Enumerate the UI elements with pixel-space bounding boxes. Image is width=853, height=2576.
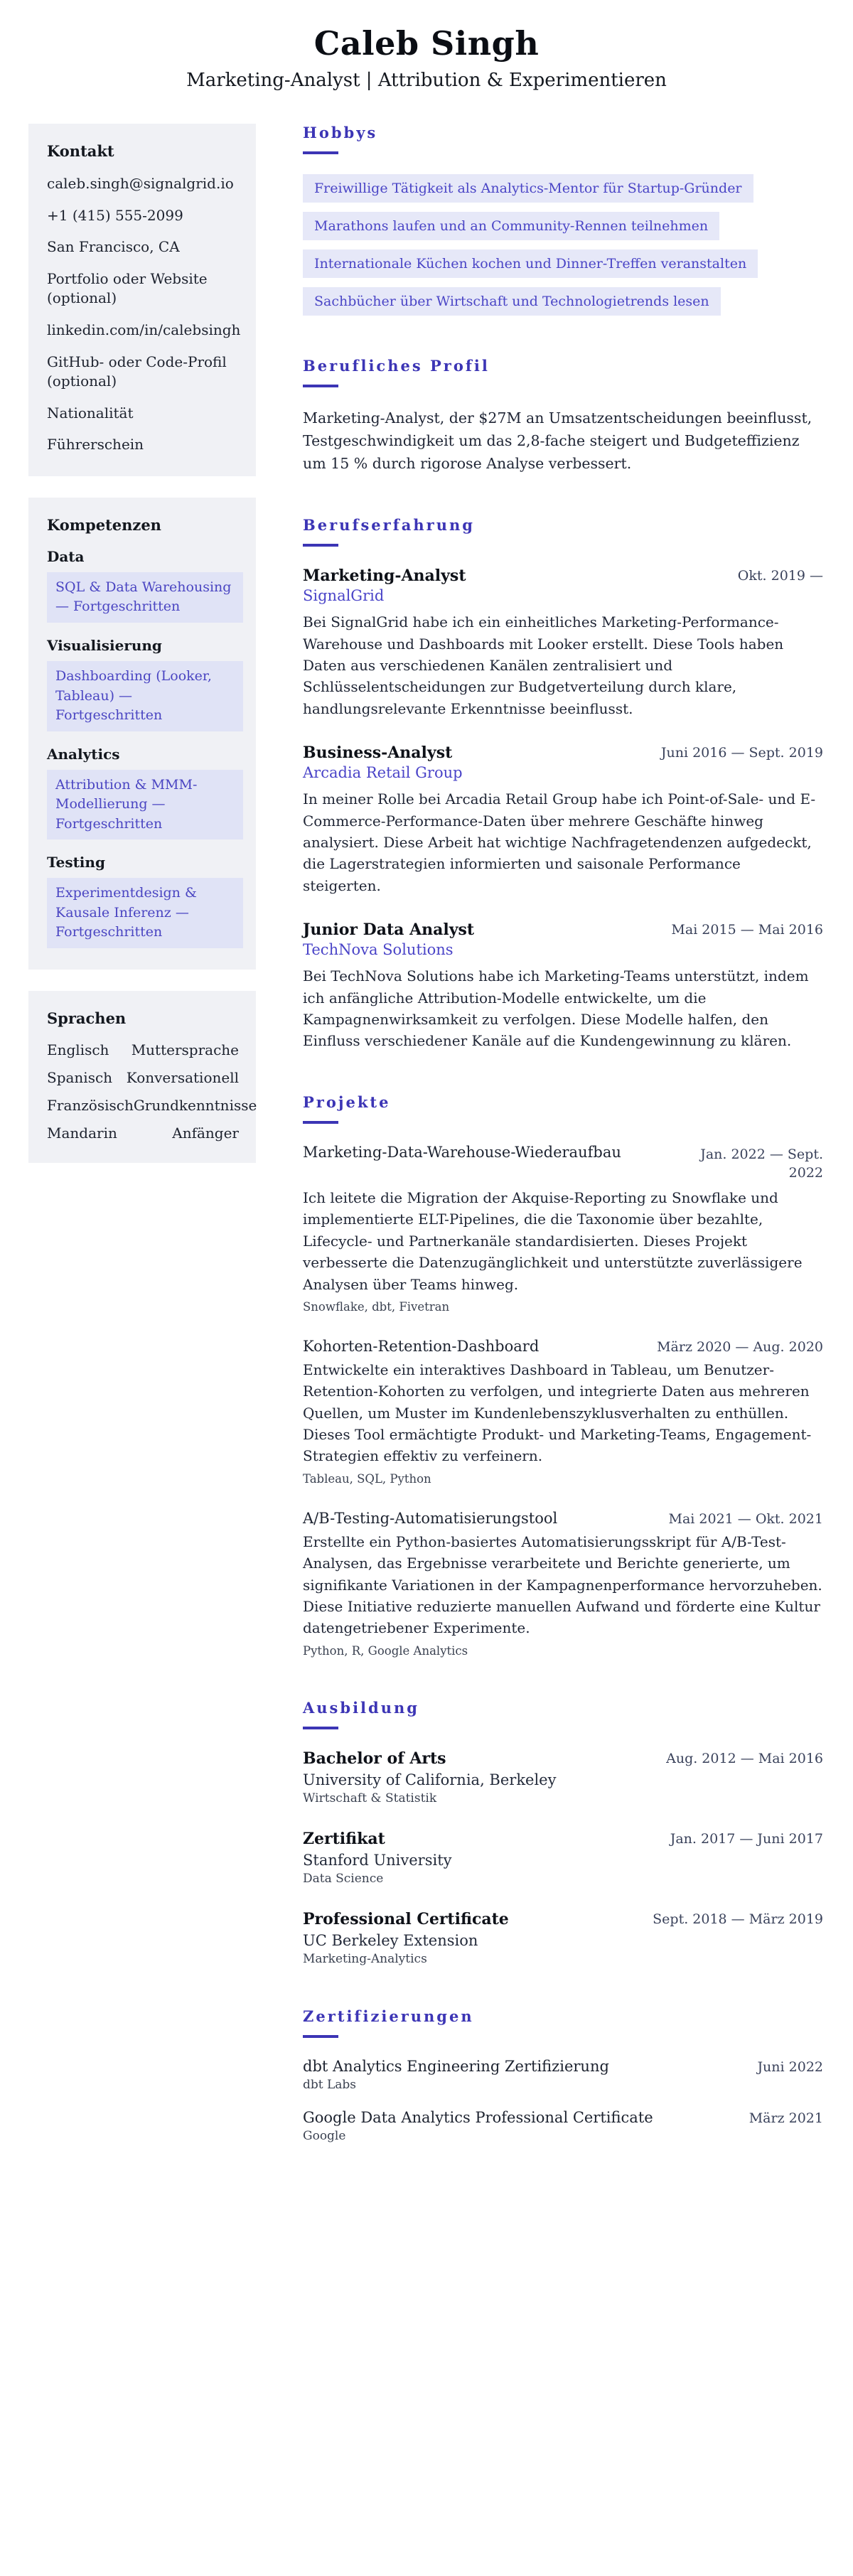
section-underline	[303, 1727, 338, 1729]
project-entry	[303, 1338, 823, 1486]
certification-date: Juni 2022	[757, 2059, 823, 2075]
job-entry	[303, 567, 823, 719]
project-header	[303, 1144, 823, 1183]
project-name: A/B-Testing-Automatisierungstool	[303, 1509, 558, 1527]
contact-portfolio: Portfolio oder Website (optional)	[47, 269, 208, 307]
section-underline	[303, 385, 338, 387]
project-dates: Mai 2021 — Okt. 2021	[668, 1510, 823, 1527]
project-description: Ich leitete die Migration der Akquise-Reporting zu Snowflake und implementierte ELT-Pipelines, die die Taxonomie über bezahlte, Lifecycle- und Partnerkanäle standardisierten. Dieses Projekt verbesserte die Datenzugänglichkeit und unterstützte zuverlässigere Analysen über Teams hinweg.	[303, 1188, 803, 1293]
certifications-section	[303, 2007, 823, 2143]
section-title-experience: Berufserfahrung	[303, 516, 475, 535]
contact-github: GitHub- oder Code-Profil (optional)	[47, 353, 227, 390]
sidebar	[28, 124, 256, 2184]
content-columns	[0, 124, 853, 2234]
language-level: Konversationell	[126, 1068, 239, 1086]
section-underline	[303, 151, 338, 154]
contact-section	[28, 124, 256, 476]
education-header	[303, 1830, 823, 1848]
certification-name: Google Data Analytics Professional Certificate	[303, 2108, 653, 2126]
education-field: Wirtschaft & Statistik	[303, 1791, 437, 1805]
language-level: Anfänger	[172, 1124, 239, 1142]
certification-name: dbt Analytics Engineering Zertifizierung	[303, 2057, 609, 2075]
section-title-projects: Projekte	[303, 1093, 391, 1111]
hobbies-section	[303, 124, 823, 316]
skill-category: Analytics	[47, 745, 120, 763]
skills-section	[28, 498, 256, 970]
certification-date: März 2021	[749, 2110, 823, 2126]
certification-header	[303, 2109, 823, 2126]
hobby-pill: Sachbücher über Wirtschaft und Technologietrends lesen	[303, 287, 721, 316]
section-title-certifications: Zertifizierungen	[303, 2007, 474, 2025]
education-dates: Aug. 2012 — Mai 2016	[666, 1750, 823, 1766]
education-dates: Jan. 2017 — Juni 2017	[670, 1830, 823, 1847]
section-underline	[303, 2035, 338, 2038]
section-title-education: Ausbildung	[303, 1698, 419, 1717]
job-header	[303, 567, 823, 585]
company-link[interactable]: SignalGrid	[303, 587, 385, 605]
company-link[interactable]: TechNova Solutions	[303, 941, 454, 959]
job-description: Bei TechNova Solutions habe ich Marketing-Teams unterstützt, indem ich anfängliche Attribution-Modelle entwickelte, um die Kampagnenwirksamkeit zu verfolgen. Diese Modelle halfen, den Einfluss verschiedener Kanäle auf die Kundengewinnung zu klären.	[303, 967, 809, 1050]
job-dates: Okt. 2019 —	[737, 568, 823, 584]
language-row	[47, 1096, 257, 1114]
job-entry	[303, 921, 823, 1052]
projects-section	[303, 1093, 823, 1658]
project-header	[303, 1510, 823, 1527]
education-section	[303, 1699, 823, 1966]
contact-location: San Francisco, CA	[47, 238, 180, 256]
education-entry	[303, 1910, 823, 1966]
skill-category: Testing	[47, 854, 105, 871]
person-headline: Marketing-Analyst | Attribution & Experimentieren	[186, 70, 667, 91]
section-title-profile: Berufliches Profil	[303, 357, 490, 375]
skill-pill: Attribution & MMM-Modellierung — Fortgeschritten	[47, 770, 243, 840]
job-header	[303, 744, 823, 762]
language-level: Grundkenntnisse	[133, 1096, 257, 1114]
project-header	[303, 1338, 823, 1355]
education-header	[303, 1910, 823, 1928]
skill-category: Data	[47, 547, 85, 565]
education-degree: Professional Certificate	[303, 1909, 509, 1928]
contact-linkedin: linkedin.com/in/calebsingh	[47, 321, 241, 338]
section-underline	[303, 544, 338, 547]
skill-group	[47, 746, 239, 840]
contact-phone: +1 (415) 555-2099	[47, 206, 183, 224]
certification-entry	[303, 2109, 823, 2143]
certification-issuer: dbt Labs	[303, 2077, 357, 2092]
language-name: Französisch	[47, 1096, 134, 1114]
company-link[interactable]: Arcadia Retail Group	[303, 764, 463, 782]
job-entry	[303, 744, 823, 896]
contact-email: caleb.singh@signalgrid.io	[47, 175, 234, 192]
project-stack: Snowflake, dbt, Fivetran	[303, 1299, 450, 1314]
language-row	[47, 1125, 239, 1142]
project-description: Entwickelte ein interaktives Dashboard in Tableau, um Benutzer-Retention-Kohorten zu verfolgen, und integrierte Daten aus mehreren Quellen, um Muster im Kundenlebenszyklusverhalten zu enthüllen. Dieses Tool ermächtigte Produkt- und Marketing-Teams, Engagement-Strategien effektiv zu verfeinern.	[303, 1361, 812, 1465]
language-row	[47, 1069, 239, 1086]
education-entry	[303, 1749, 823, 1805]
education-degree: Zertifikat	[303, 1829, 385, 1848]
education-field: Marketing-Analytics	[303, 1951, 427, 1966]
certification-entry	[303, 2058, 823, 2092]
education-entry	[303, 1830, 823, 1886]
project-name: Marketing-Data-Warehouse-Wiederaufbau	[303, 1143, 621, 1161]
project-entry	[303, 1510, 823, 1658]
skills-title: Kompetenzen	[47, 515, 161, 534]
person-name: Caleb Singh	[313, 24, 540, 63]
language-name: Spanisch	[47, 1068, 113, 1086]
experience-section	[303, 516, 823, 1051]
education-degree: Bachelor of Arts	[303, 1749, 446, 1768]
contact-nationality: Nationalität	[47, 404, 134, 422]
section-title-hobbies: Hobbys	[303, 124, 378, 141]
education-school: Stanford University	[303, 1851, 452, 1869]
job-role: Marketing-Analyst	[303, 567, 466, 586]
hobby-pill: Internationale Küchen kochen und Dinner-Treffen veranstalten	[303, 249, 758, 278]
skill-pill: SQL & Data Warehousing — Fortgeschritten	[47, 572, 243, 623]
job-dates: Mai 2015 — Mai 2016	[671, 922, 823, 938]
job-role: Junior Data Analyst	[303, 921, 475, 940]
language-row	[47, 1041, 239, 1058]
job-description: Bei SignalGrid habe ich ein einheitliches Marketing-Performance-Warehouse und Dashboards mit Looker erstellt. Diese Tools haben Daten aus verschiedenen Kanälen zentralisiert und Schlüsselentscheidungen zur Budgetverteilung durch klare, handlungsrelevante Erkenntnisse beeinflusst.	[303, 613, 784, 717]
skill-category: Visualisierung	[47, 637, 162, 655]
language-name: Mandarin	[47, 1124, 117, 1142]
skill-group	[47, 854, 239, 948]
hobby-pill: Freiwillige Tätigkeit als Analytics-Mentor für Startup-Gründer	[303, 174, 753, 203]
job-header	[303, 921, 823, 939]
language-level: Muttersprache	[131, 1041, 239, 1058]
hobby-pill: Marathons laufen und an Community-Rennen teilnehmen	[303, 212, 719, 240]
project-name: Kohorten-Retention-Dashboard	[303, 1337, 540, 1355]
resume-header	[0, 0, 853, 91]
project-description: Erstellte ein Python-basiertes Automatisierungsskript für A/B-Test-Analysen, das Ergebnisse verarbeitete und Berichte generierte, um signifikante Variationen in der Kampagnenperformance hervorzuheben. Diese Initiative reduzierte manuellen Aufwand und förderte eine Kultur datengetriebener Experimente.	[303, 1533, 822, 1637]
education-header	[303, 1749, 823, 1768]
languages-title: Sprachen	[47, 1009, 127, 1027]
language-name: Englisch	[47, 1041, 109, 1058]
project-dates: Jan. 2022 — Sept. 2022	[700, 1146, 823, 1181]
project-dates: März 2020 — Aug. 2020	[657, 1338, 823, 1355]
education-school: University of California, Berkeley	[303, 1771, 557, 1788]
profile-summary: Marketing-Analyst, der $27M an Umsatzentscheidungen beeinflusst, Testgeschwindigkeit um das 2,8-fache steigert und Budgeteffizienz um 15 % durch rigorose Analyse verbessert.	[303, 409, 812, 472]
project-stack: Python, R, Google Analytics	[303, 1643, 468, 1658]
job-dates: Juni 2016 — Sept. 2019	[660, 745, 823, 761]
certification-header	[303, 2058, 823, 2075]
skill-group	[47, 548, 239, 623]
project-stack: Tableau, SQL, Python	[303, 1471, 431, 1486]
contact-drivers-license: Führerschein	[47, 436, 144, 454]
education-dates: Sept. 2018 — März 2019	[653, 1911, 823, 1927]
profile-section	[303, 357, 823, 475]
education-field: Data Science	[303, 1871, 384, 1886]
job-description: In meiner Rolle bei Arcadia Retail Group habe ich Point-of-Sale- und E-Commerce-Performance-Daten über mehrere Geschäfte hinweg analysiert. Diese Arbeit hat wichtige Nachfragetendenzen aufgedeckt, die Lagerstrategien informierten und saisonale Performance steigerten.	[303, 790, 816, 894]
certification-issuer: Google	[303, 2128, 346, 2143]
section-underline	[303, 1121, 338, 1124]
main-content	[303, 124, 823, 2184]
contact-title: Kontakt	[47, 142, 114, 160]
education-school: UC Berkeley Extension	[303, 1931, 478, 1949]
languages-section	[28, 991, 256, 1163]
skill-group	[47, 637, 239, 731]
project-entry	[303, 1144, 823, 1314]
skill-pill: Experimentdesign & Kausale Inferenz — Fortgeschritten	[47, 878, 243, 948]
job-role: Business-Analyst	[303, 744, 453, 763]
skill-pill: Dashboarding (Looker, Tableau) — Fortgeschritten	[47, 661, 243, 731]
